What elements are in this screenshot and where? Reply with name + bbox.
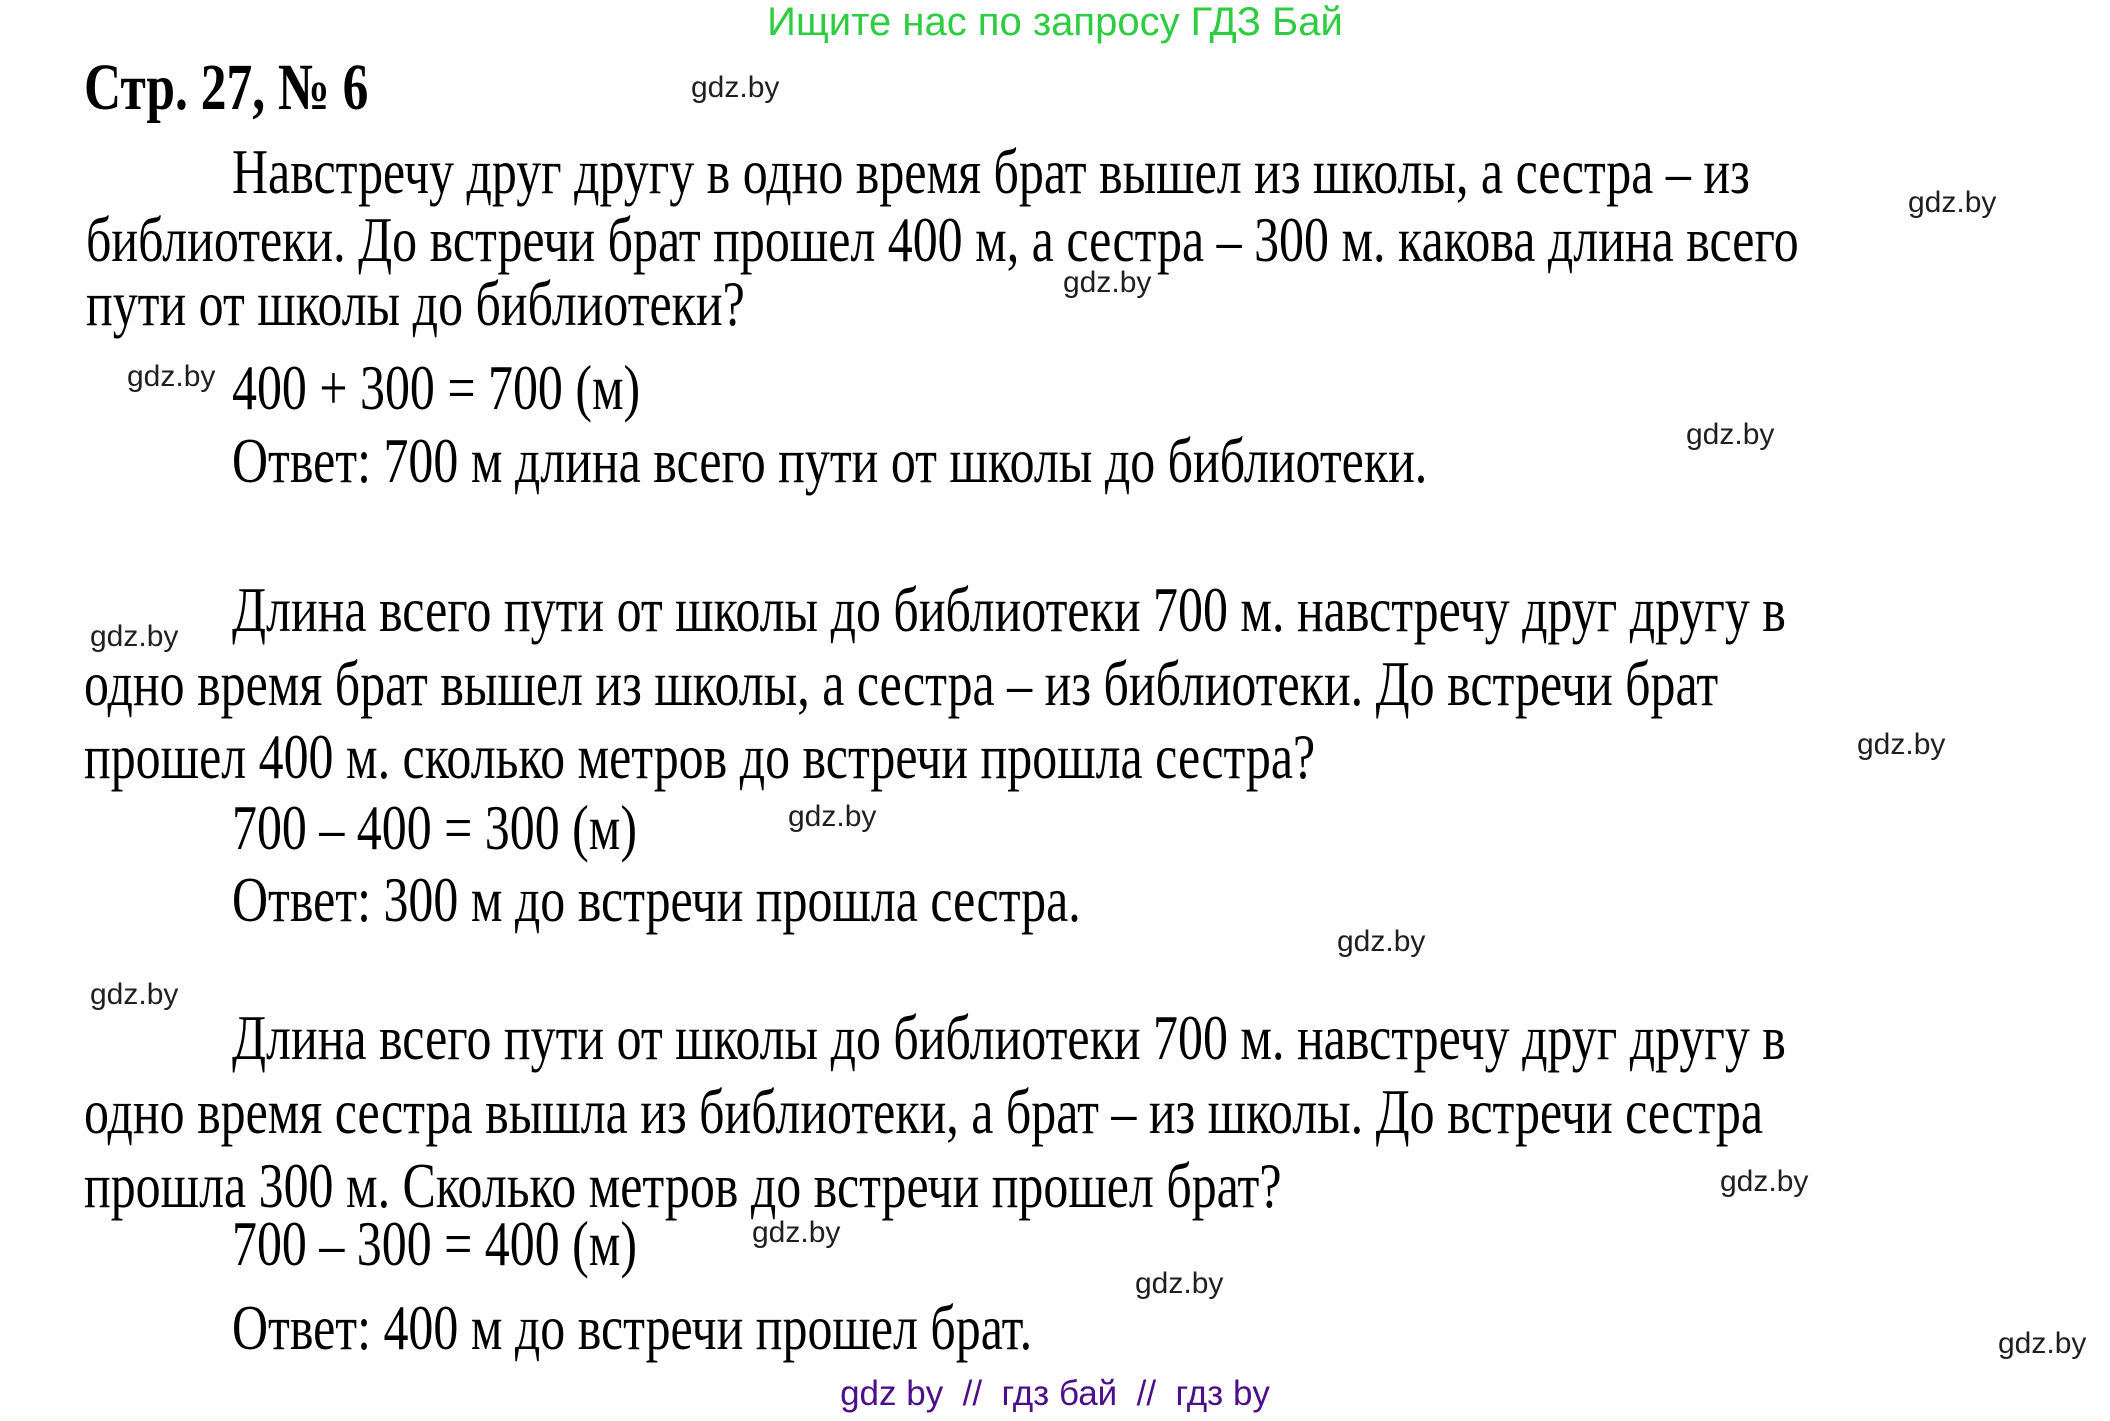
answer-2: Ответ: 300 м до встречи прошла сестра. — [232, 864, 1081, 935]
gdz-watermark: gdz.by — [1337, 925, 1426, 958]
gdz-watermark: gdz.by — [1686, 418, 1775, 451]
problem3-line-1: Длина всего пути от школы до библиотеки 700 м. навстречу друг другу в — [232, 1002, 1786, 1073]
gdz-watermark: gdz.by — [1998, 1327, 2087, 1360]
problem2-line-2: одно время брат вышел из школы, а сестра – из библиотеки. До встречи брат — [84, 648, 1719, 719]
problem1-line-3: пути от школы до библиотеки? — [86, 268, 745, 339]
equation-1: 400 + 300 = 700 (м) — [232, 352, 641, 423]
page-title: Стр. 27, № 6 — [84, 51, 369, 124]
problem2-line-1: Длина всего пути от школы до библиотеки 700 м. навстречу друг другу в — [232, 574, 1786, 645]
problem1-line-2: библиотеки. До встречи брат прошел 400 м, а сестра – 300 м. какова длина всего — [86, 204, 1799, 275]
gdz-watermark: gdz.by — [1135, 1267, 1224, 1300]
problem3-line-2: одно время сестра вышла из библиотеки, а брат – из школы. До встречи сестра — [84, 1076, 1764, 1147]
gdz-watermark: gdz.by — [691, 71, 780, 104]
gdz-watermark: gdz.by — [90, 978, 179, 1011]
gdz-watermark: gdz.by — [752, 1216, 841, 1249]
gdz-watermark: gdz.by — [1908, 186, 1997, 219]
problem1-line-1: Навстречу друг другу в одно время брат вышел из школы, а сестра – из — [232, 136, 1750, 207]
problem3-line-3: прошла 300 м. Сколько метров до встречи прошел брат? — [84, 1150, 1282, 1221]
gdz-watermark: gdz.by — [1720, 1165, 1809, 1198]
gdz-watermark: gdz.by — [1063, 266, 1152, 299]
gdz-watermark: gdz.by — [1857, 728, 1946, 761]
footer-brand: gdz by // гдз бай // гдз by — [840, 1374, 1270, 1413]
equation-2: 700 – 400 = 300 (м) — [232, 792, 637, 863]
promo-banner: Ищите нас по запросу ГДЗ Бай — [767, 0, 1343, 44]
answer-3: Ответ: 400 м до встречи прошел брат. — [232, 1292, 1033, 1363]
gdz-watermark: gdz.by — [788, 800, 877, 833]
answer-1: Ответ: 700 м длина всего пути от школы до библиотеки. — [232, 425, 1428, 496]
problem2-line-3: прошел 400 м. сколько метров до встречи прошла сестра? — [84, 721, 1316, 792]
equation-3: 700 – 300 = 400 (м) — [232, 1208, 637, 1279]
gdz-watermark: gdz.by — [127, 360, 216, 393]
gdz-watermark: gdz.by — [90, 620, 179, 653]
